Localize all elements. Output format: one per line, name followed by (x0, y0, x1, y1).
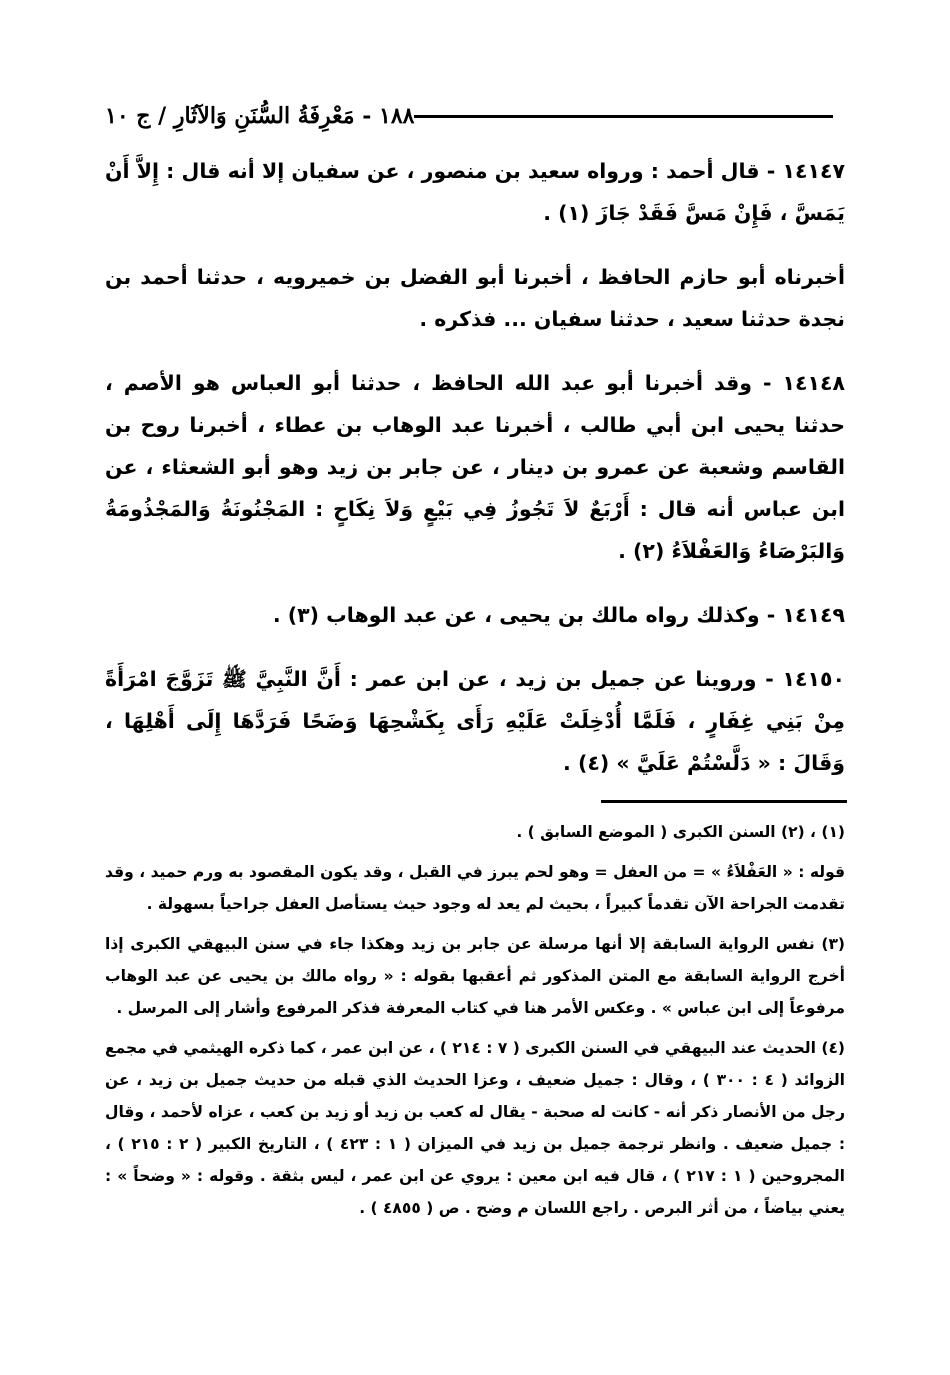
hadith-14149: ١٤١٤٩ - وكذلك رواه مالك بن يحيى ، عن عبد الوهاب (٣) . (272, 603, 845, 627)
page-header (105, 96, 845, 136)
hadith-14150: ١٤١٥٠ - وروينا عن جميل بن زيد ، عن ابن عمر : أَنَّ النَّبِيَّ ﷺ تَزَوَّجَ امْرَأَةً مِنْ بَنِي غِفَارٍ ، فَلَمَّا أُدْخِلَتْ عَلَيْهِ رَأَى بِكَشْحِهَا وَضَحًا فَرَدَّهَا إِلَى أَهْلِهَا ، وَقَالَ : « دَلَّسْتُمْ عَلَيَّ » (٤) . (105, 667, 845, 775)
header-rule (414, 115, 833, 118)
footnote-gloss: قوله : « العَفْلاَءُ » = من العفل = وهو لحم يبرز في القبل ، وقد يكون المقصود به ورم حميد ، وقد تقدمت الجراحة الآن تقدماً كبيراً ، بحيث لم يعد له وجود حيث يستأصل العفل جراحياً بسهولة . (105, 863, 845, 913)
footnote-separator (601, 800, 847, 803)
hadith-14147: ١٤١٤٧ - قال أحمد : ورواه سعيد بن منصور ، عن سفيان إلا أنه قال : إِلاَّ أَنْ يَمَسَّ ، فَإِنْ مَسَّ فَقَدْ جَازَ (١) . (105, 159, 845, 225)
footnote-4: (٤) الحديث عند البيهقي في السنن الكبرى ( ٧ : ٢١٤ ) ، عن ابن عمر ، كما ذكره الهيثمي في مجمع الزوائد ( ٤ : ٣٠٠ ) ، وقال : جميل ضعيف ، وعزا الحديث الذي قبله من حديث جميل بن زيد ، عن رجل من الأنصار ذكر أنه - كانت له صحبة - يقال له كعب بن زيد أو زيد بن كعب ، عزاه لأحمد ، وقال : جميل ضعيف . وانظر ترجمة جميل بن زيد في الميزان ( ١ : ٤٢٣ ) ، التاريخ الكبير ( ٢ : ٢١٥ ) ، المجروحين ( ١ : ٢١٧ ) ، قال فيه ابن معين : يروي عن ابن عمر ، ليس بثقة . وقوله : « وضحاً » : يعني بياضاً ، من أثر البرص . راجع اللسان م وضح . ص ( ٤٨٥٥ ) . (105, 1039, 846, 1217)
isnad-paragraph: أخبرناه أبو حازم الحافظ ، أخبرنا أبو الفضل بن خميرويه ، حدثنا أحمد بن نجدة حدثنا سعيد ، حدثنا سفيان ... فذكره . (105, 265, 845, 331)
footnotes (105, 816, 845, 1232)
running-head: ١٨٨ - مَعْرِفَةُ السُّنَنِ وَالآثَارِ / ج ١٠ (105, 103, 415, 129)
footnote-1-2: (١) ، (٢) السنن الكبرى ( الموضع السابق ) . (516, 823, 845, 841)
footnote-3: (٣) نفس الرواية السابقة إلا أنها مرسلة عن جابر بن زيد وهكذا جاء في سنن البيهقي الكبرى إذا أخرج الرواية السابقة مع المتن المذكور ثم أعقبها بقوله : « رواه مالك بن يحيى عن عبد الوهاب مرفوعاً إلى ابن عباس » . وعكس الأمر هنا في كتاب المعرفة فذكر المرفوع وأشار إلى المرسل . (105, 935, 845, 1017)
main-text (105, 150, 845, 806)
hadith-14148: ١٤١٤٨ - وقد أخبرنا أبو عبد الله الحافظ ، حدثنا أبو العباس هو الأصم ، حدثنا يحيى ابن أبي طالب ، أخبرنا عبد الوهاب بن عطاء ، أخبرنا روح بن القاسم وشعبة عن عمرو بن دينار ، عن جابر بن زيد وهو أبو الشعثاء ، عن ابن عباس أنه قال : أَرْبَعٌ لاَ تَجُوزُ فِي بَيْعٍ وَلاَ نِكَاحٍ : المَجْنُونَةُ وَالمَجْذُومَةُ وَالبَرْصَاءُ وَالعَفْلاَءُ (٢) . (105, 371, 845, 563)
